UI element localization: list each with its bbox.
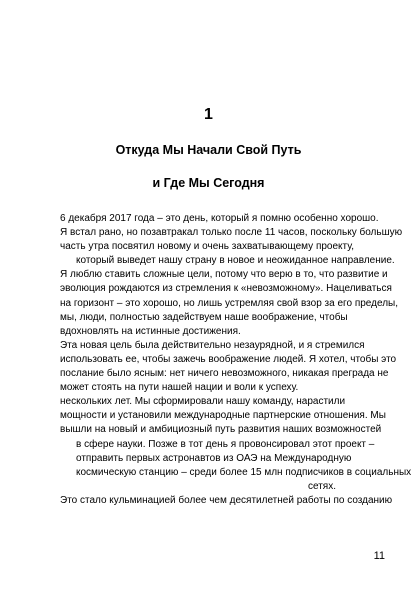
body-line: Это стало кульминацией более чем десятилетней работы по созданию bbox=[60, 494, 393, 506]
body-line: сетях. bbox=[308, 480, 337, 492]
body-line: может стоять на пути нашей нации и воли к успеху. bbox=[60, 382, 299, 394]
body-line: который выведет нашу страну в новое и неожиданное направление. bbox=[76, 255, 395, 267]
body-line: 6 декабря 2017 года – это день, который я помню особенно хорошо. bbox=[60, 213, 379, 224]
body-line: использовать ее, чтобы зажечь воображение людей. Я хотел, чтобы это bbox=[60, 353, 397, 365]
body-line: космическую станцию – среди более 15 млн подписчиков в социальных bbox=[76, 466, 412, 478]
body-line: мы, люди, полностью задействуем наше воображение, чтобы bbox=[60, 311, 348, 323]
body-line: нескольких лет. Мы сформировали нашу команду, нарастили bbox=[60, 396, 346, 408]
body-line: на горизонт – это хорошо, но лишь устремляя свой взор за его пределы, bbox=[60, 297, 398, 309]
body-line: вдохновлять на истинные достижения. bbox=[60, 325, 241, 337]
body-line: Я встал рано, но позавтракал только после 11 часов, поскольку большую bbox=[60, 227, 403, 239]
chapter-title-line-2: и Где Мы Сегодня bbox=[152, 176, 265, 190]
body-line: в сфере науки. Позже в тот день я провонсировал этот проект – bbox=[76, 438, 375, 450]
body-line: послание было ясным: нет ничего невозможного, никакая преграда не bbox=[60, 368, 389, 380]
chapter-title-line-1: Откуда Мы Начали Свой Путь bbox=[115, 143, 302, 157]
body-line: эволюция рождаются из стремления к «невозможному». Нацеливаться bbox=[60, 283, 392, 295]
body-line: Эта новая цель была действительно незаурядной, и я стремился bbox=[60, 339, 365, 351]
chapter-number: 1 bbox=[204, 106, 213, 123]
body-line: отправить первых астронавтов из ОАЭ на Международную bbox=[76, 452, 352, 464]
body-line: вышли на новый и амбициозный путь развития наших возможностей bbox=[60, 424, 382, 436]
body-line: часть утра посвятил новому и очень захватывающему проекту, bbox=[60, 241, 355, 253]
chapter-body-text bbox=[60, 212, 412, 508]
body-line: мощности и установили международные партнерские отношения. Мы bbox=[60, 410, 386, 422]
page-number: 11 bbox=[373, 550, 385, 562]
body-line: Я люблю ставить сложные цели, потому что верю в то, что развитие и bbox=[60, 269, 388, 281]
